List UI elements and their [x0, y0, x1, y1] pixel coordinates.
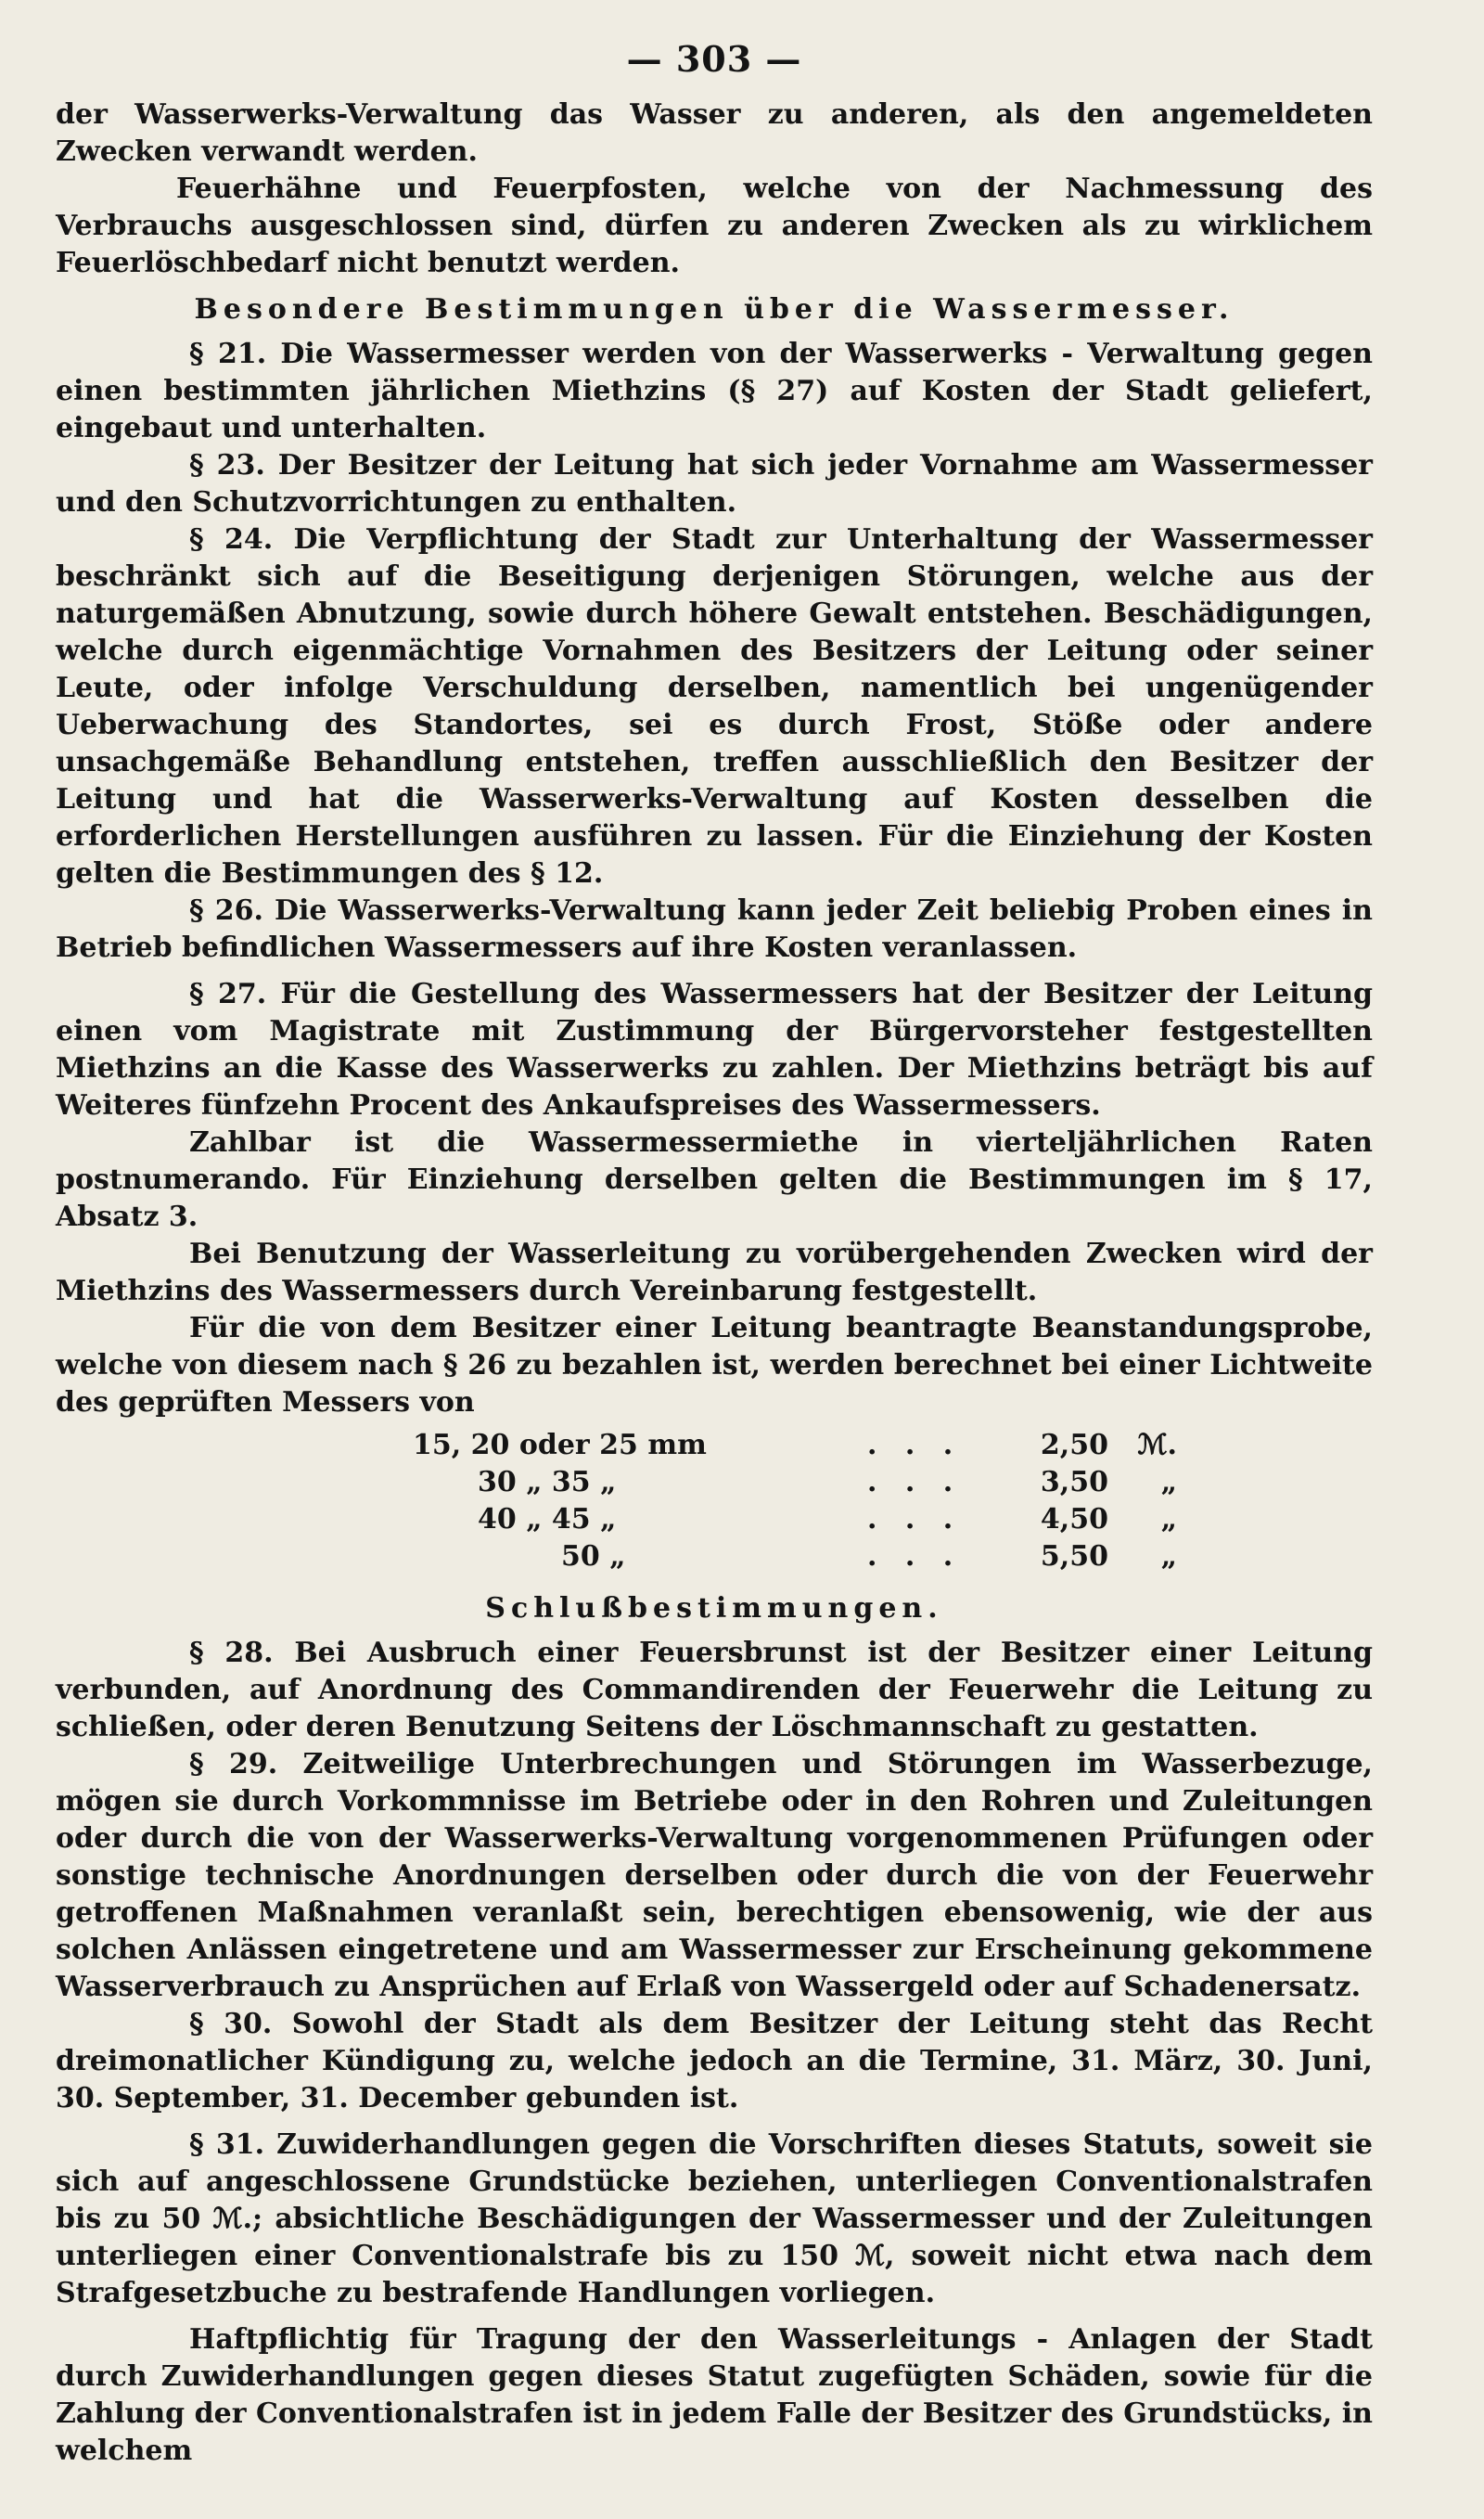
section-heading-wassermesser: Besondere Bestimmungen über die Wassermesser.: [194, 293, 1235, 326]
fee-row: [413, 1464, 1177, 1501]
fee-dots: . . .: [867, 1540, 963, 1573]
fee-size: 30 „ 35 „: [478, 1466, 617, 1498]
page-number: — 303 —: [626, 38, 802, 80]
fee-unit: „: [1160, 1466, 1177, 1498]
paragraph-section-21: § 21. Die Wassermesser werden von der Wasserwerks - Verwaltung gegen einen bestimmten jährlichen Miethzins (§ 27) auf Kosten der Stadt geliefert, eingebaut und unterhalten.: [56, 338, 1373, 444]
fee-size: 40 „ 45 „: [478, 1503, 617, 1536]
fee-row: [413, 1538, 1177, 1575]
paragraph-section-30: § 30. Sowohl der Stadt als dem Besitzer der Leitung steht das Recht dreimonatlicher Kündigung zu, welche jedoch an die Termine, 31. März, 30. Juni, 30. September, 31. December gebunden ist.: [56, 2008, 1373, 2114]
fee-dots: . . .: [867, 1503, 963, 1536]
paragraph-continuation: der Wasserwerks-Verwaltung das Wasser zu anderen, als den angemeldeten Zwecken verwandt werden.: [56, 98, 1373, 168]
paragraph-section-27: § 27. Für die Gestellung des Wassermessers hat der Besitzer der Leitung einen vom Magistrate mit Zustimmung der Bürgervorsteher festgestellten Miethzins an die Kasse des Wasserwerks zu zahlen. Der Miethzins beträgt bis auf Weiteres fünfzehn Procent des Ankaufspreises des Wassermessers.: [56, 978, 1373, 1122]
fee-price: 4,50: [1040, 1503, 1108, 1536]
paragraph-section-29: § 29. Zeitweilige Unterbrechungen und Störungen im Wasserbezuge, mögen sie durch Vorkommnisse im Betriebe oder in den Rohren und Zuleitungen oder durch die von der Wasserwerks-Verwaltung vorgenommenen Prüfungen oder sonstige technische Anordnungen derselben oder durch die von der Feuerwehr getroffenen Maßnahmen veranlaßt sein, berechtigen ebensowenig, wie der aus solchen Anlässen eingetretene und am Wassermesser zur Erscheinung gekommene Wasserverbrauch zu Ansprüchen auf Erlaß von Wassergeld oder auf Schadenersatz.: [56, 1748, 1373, 2003]
section-heading-schlussbestimmungen: Schlußbestimmungen.: [485, 1592, 943, 1625]
paragraph-section-31: § 31. Zuwiderhandlungen gegen die Vorschriften dieses Statuts, soweit sie sich auf angeschlossene Grundstücke beziehen, unterliegen Conventionalstrafen bis zu 50 ℳ.; absichtliche Beschädigungen der Wassermesser und der Zuleitungen unterliegen einer Conventionalstrafe bis zu 150 ℳ, soweit nicht etwa nach dem Strafgesetzbuche zu bestrafende Handlungen vorliegen.: [56, 2128, 1373, 2309]
fee-table: [413, 1427, 1177, 1575]
fee-dots: . . .: [867, 1429, 963, 1461]
paragraph-section-24: § 24. Die Verpflichtung der Stadt zur Unterhaltung der Wassermesser beschränkt sich auf die Beseitigung derjenigen Störungen, welche aus der naturgemäßen Abnutzung, sowie durch höhere Gewalt entstehen. Beschädigungen, welche durch eigenmächtige Vornahmen des Besitzers der Leitung oder seiner Leute, oder infolge Verschuldung derselben, namentlich bei ungenügender Ueberwachung des Standortes, sei es durch Frost, Stöße oder andere unsachgemäße Behandlung entstehen, treffen ausschließlich den Besitzer der Leitung und hat die Wasserwerks-Verwaltung auf Kosten desselben die erforderlichen Herstellungen ausführen zu lassen. Für die Einziehung der Kosten gelten die Bestimmungen des § 12.: [56, 523, 1373, 890]
fee-size: 15, 20 oder 25 mm: [413, 1429, 707, 1461]
document-page: [56, 35, 1373, 2470]
paragraph-section-26: § 26. Die Wasserwerks-Verwaltung kann jeder Zeit beliebig Proben eines in Betrieb befindlichen Wassermessers auf ihre Kosten veranlassen.: [56, 894, 1373, 964]
fee-unit: „: [1160, 1540, 1177, 1573]
paragraph-section-28: § 28. Bei Ausbruch einer Feuersbrunst ist der Besitzer einer Leitung verbunden, auf Anordnung des Commandirenden der Feuerwehr die Leitung zu schließen, oder deren Benutzung Seitens der Löschmannschaft zu gestatten.: [56, 1637, 1373, 1743]
fee-dots: . . .: [867, 1466, 963, 1498]
paragraph-rent-payment: Zahlbar ist die Wassermessermiethe in vierteljährlichen Raten postnumerando. Für Einziehung derselben gelten die Bestimmungen im § 17, Absatz 3.: [56, 1126, 1373, 1233]
paragraph-fire-hydrants: Feuerhähne und Feuerpfosten, welche von der Nachmessung des Verbrauchs ausgeschlossen sind, dürfen zu anderen Zwecken als zu wirklichem Feuerlöschbedarf nicht benutzt werden.: [56, 173, 1373, 279]
paragraph-test-fees: Für die von dem Besitzer einer Leitung beantragte Beanstandungsprobe, welche von diesem nach § 26 zu bezahlen ist, werden berechnet bei einer Lichtweite des geprüften Messers von: [56, 1312, 1373, 1419]
fee-row: [413, 1427, 1177, 1464]
fee-row: [413, 1501, 1177, 1538]
fee-unit: ℳ.: [1137, 1429, 1177, 1461]
fee-unit: „: [1160, 1503, 1177, 1536]
fee-price: 5,50: [1040, 1540, 1108, 1573]
paragraph-section-23: § 23. Der Besitzer der Leitung hat sich jeder Vornahme am Wassermesser und den Schutzvorrichtungen zu enthalten.: [56, 449, 1373, 519]
fee-price: 2,50: [1040, 1429, 1108, 1461]
fee-price: 3,50: [1040, 1466, 1108, 1498]
paragraph-temporary-use: Bei Benutzung der Wasserleitung zu vorübergehenden Zwecken wird der Miethzins des Wassermessers durch Vereinbarung festgestellt.: [56, 1238, 1373, 1307]
fee-size: 50 „: [561, 1540, 626, 1573]
paragraph-liability: Haftpflichtig für Tragung der den Wasserleitungs - Anlagen der Stadt durch Zuwiderhandlungen gegen dieses Statut zugefügten Schäden, sowie für die Zahlung der Conventionalstrafen ist in jedem Falle der Besitzer des Grundstücks, in welchem: [56, 2323, 1373, 2467]
